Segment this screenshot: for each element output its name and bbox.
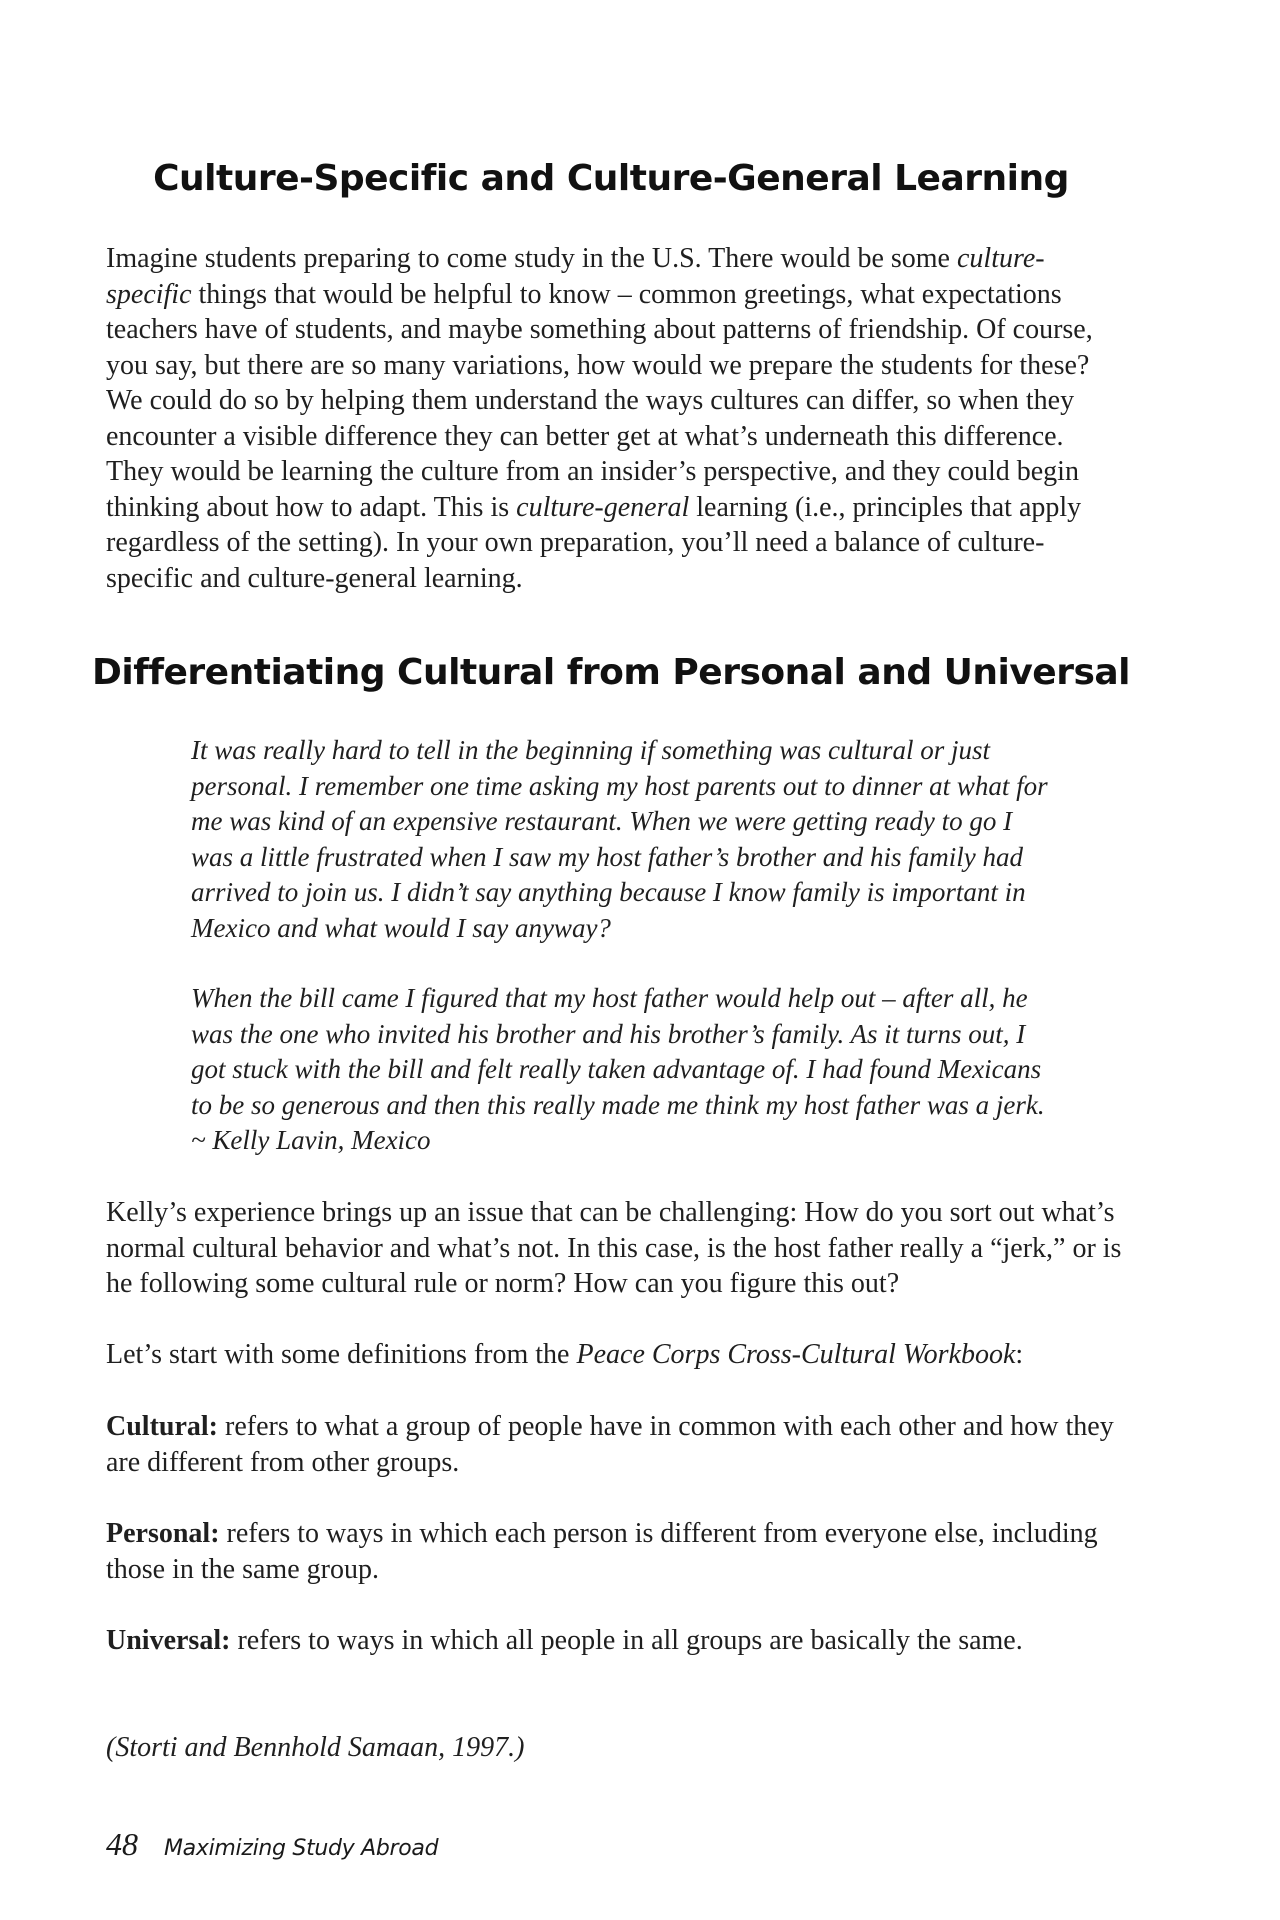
definitions-intro-text: Let’s start with some definitions from the [106, 1339, 577, 1370]
intro-text-3: learning (i.e., principles that apply regardless of the setting). In your own preparation, you’ll need a balance of culture-specific and culture-general learning. [106, 491, 1082, 594]
book-title: Maximizing Study Abroad [164, 1836, 439, 1861]
definition-personal [106, 1516, 1126, 1587]
citation: (Storti and Bennhold Samaan, 1997.) [106, 1732, 525, 1763]
quote-paragraph-1: It was really hard to tell in the beginning if something was cultural or just personal. I remember one time asking my host parents out to dinner at what for me was kind of an expensive restaurant. When we were getting ready to go I was a little frustrated when I saw my host father’s brother and his family had arrived to join us. I didn’t say anything because I know family is important in Mexico and what would I say anyway? [191, 735, 1048, 943]
definition-term-cultural: Cultural: [106, 1411, 218, 1442]
definitions-intro [106, 1337, 1126, 1373]
intro-emphasis-culture-general: culture-general [516, 491, 690, 523]
definitions-intro-suffix: : [1015, 1339, 1024, 1370]
intro-text-2: things that would be helpful to know – common greetings, what expectations teachers have of students, and maybe something about patterns of friendship. Of course, you say, but there are so many variations, how would we prepare the students for these? We could do so by helping them understand the ways cultures can differ, so when they encounter a visible difference they can better get at what’s underneath this difference. They would be learning the culture from an insider’s perspective, and they could begin thinking about how to adapt. This is [106, 278, 1093, 523]
intro-text-1: Imagine students preparing to come study in the U.S. There would be some [106, 243, 957, 274]
kelly-paragraph: Kelly’s experience brings up an issue that can be challenging: How do you sort out what’s normal cultural behavior and what’s not. In this case, is the host father really a “jerk,” or is he following some cultural rule or norm? How can you figure this out? [106, 1197, 1122, 1299]
section-heading-differentiating: Differentiating Cultural from Personal and Universal [91, 652, 1131, 693]
definitions-source-title: Peace Corps Cross-Cultural Workbook [576, 1339, 1016, 1370]
definition-text-personal: refers to ways in which each person is different from everyone else, including those in the same group. [106, 1518, 1098, 1585]
quote-paragraph-2: When the bill came I figured that my host father would help out – after all, he was the one who invited his brother and his brother’s family. As it turns out, I got stuck with the bill and felt really taken advantage of. I had found Mexicans to be so generous and then this really made me think my host father was a jerk. ~ Kelly Lavin, Mexico [191, 983, 1045, 1155]
intro-emphasis-culture-specific: culture-specific [106, 243, 1045, 310]
intro-paragraph [106, 241, 1126, 596]
definition-cultural [106, 1409, 1126, 1480]
definition-text-universal: refers to ways in which all people in all groups are basically the same. [230, 1625, 1023, 1656]
page-footer [106, 1826, 438, 1870]
section-heading-culture-learning: Culture-Specific and Culture-General Learning [153, 158, 1069, 199]
page-number: 48 [106, 1826, 138, 1862]
definition-term-universal: Universal: [106, 1625, 231, 1656]
definition-universal [106, 1623, 1126, 1659]
definition-text-cultural: refers to what a group of people have in common with each other and how they are different from other groups. [106, 1411, 1114, 1478]
definition-term-personal: Personal: [106, 1518, 220, 1549]
